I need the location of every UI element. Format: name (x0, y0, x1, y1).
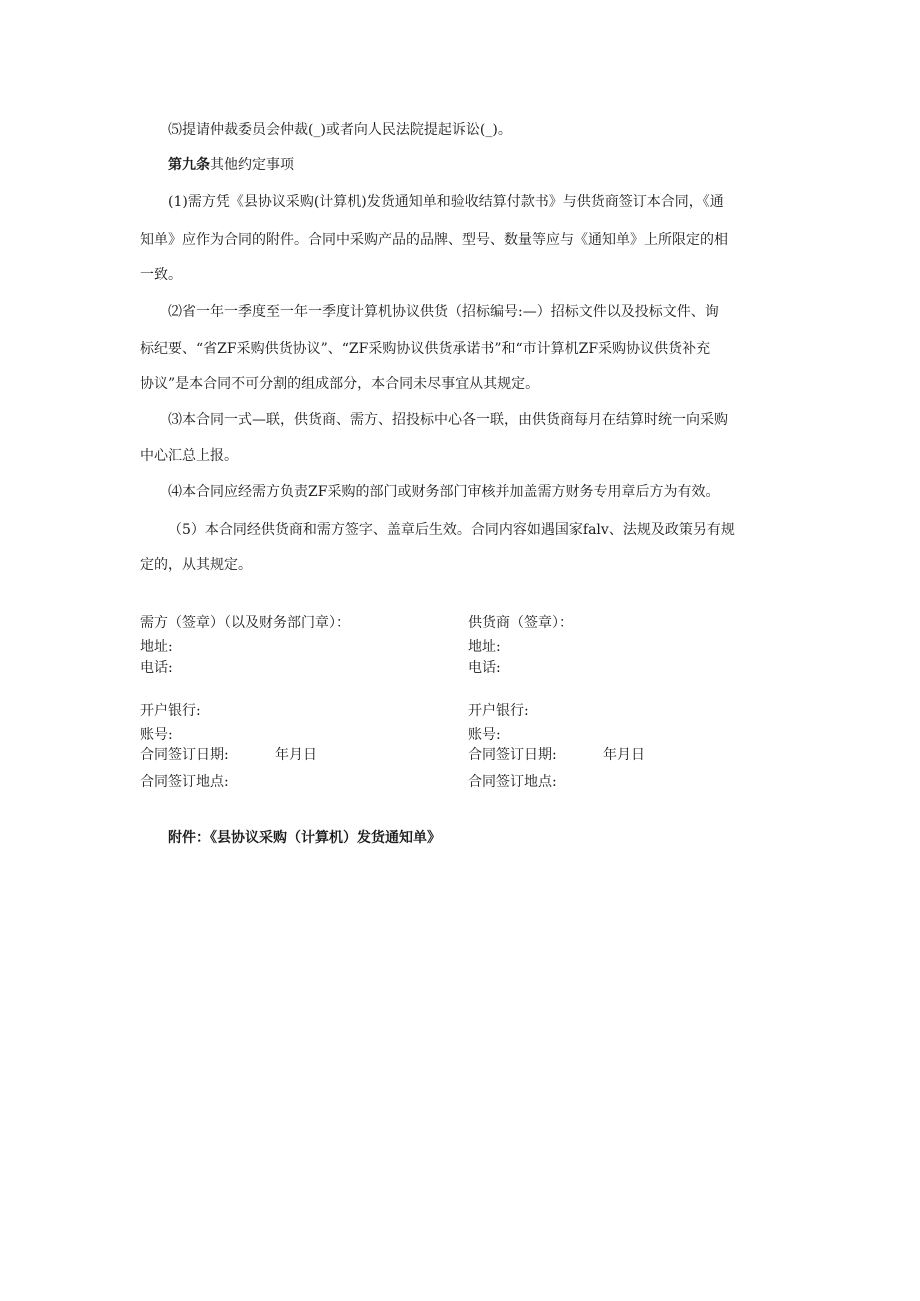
buyer-signature-title: 需方（签章）（以及财务部门章）： (140, 615, 350, 631)
attachment-note: 附件：《县协议采购（计算机）发货通知单》 (168, 830, 441, 846)
supplier-sign-date-value: 年月日 (603, 747, 645, 763)
article-9-number: 第九条 (168, 157, 210, 173)
supplier-address-label: 地址: (468, 639, 501, 655)
supplier-signature-title: 供货商（签章）： (468, 615, 573, 631)
article-9-p2-line3: 协议”是本合同不可分割的组成部分，本合同未尽事宜从其规定。 (140, 376, 540, 392)
article-9-p1-line3: 一致。 (140, 267, 182, 283)
article-9-p5-line2: 定的，从其规定。 (140, 557, 252, 573)
buyer-bank-label: 开户银行: (140, 703, 201, 719)
buyer-account-label: 账号: (140, 727, 173, 743)
article-9-p2-line2: 标纪要、“省ZF采购供货协议”、“ZF采购协议供货承诺书”和“市计算机ZF采购协议供货补充 (140, 341, 711, 357)
buyer-sign-date-label: 合同签订日期: (140, 747, 229, 763)
buyer-sign-place-label: 合同签订地点: (140, 774, 229, 790)
article-9-p2-line1: ⑵省一年一季度至一年一季度计算机协议供货（招标编号:—）招标文件以及投标文件、询 (168, 304, 719, 320)
buyer-phone-label: 电话: (140, 660, 173, 676)
article-9-p5-line1: （5）本合同经供货商和需方签字、盖章后生效。合同内容如遇国家falv、法规及政策另有规 (168, 522, 735, 538)
supplier-phone-label: 电话: (468, 660, 501, 676)
supplier-sign-date-label: 合同签订日期: (468, 747, 557, 763)
article-9-title: 其他约定事项 (210, 157, 294, 173)
article-9-heading (168, 155, 294, 175)
supplier-bank-label: 开户银行: (468, 703, 529, 719)
article-9-p1-line2: 知单》应作为合同的附件。合同中采购产品的品牌、型号、数量等应与《通知单》上所限定的相 (140, 232, 728, 248)
item-5-arbitration: ⑸提请仲裁委员会仲裁(_)或者向人民法院提起诉讼(_)。 (168, 122, 512, 138)
article-9-p4-line1: ⑷本合同应经需方负责ZF采购的部门或财务部门审核并加盖需方财务专用章后方为有效。 (168, 484, 720, 500)
supplier-sign-place-label: 合同签订地点: (468, 774, 557, 790)
article-9-p1-line1: (1)需方凭《县协议采购(计算机)发货通知单和验收结算付款书》与供货商签订本合同，《通 (168, 194, 724, 210)
supplier-account-label: 账号: (468, 727, 501, 743)
buyer-address-label: 地址: (140, 639, 173, 655)
buyer-sign-date-value: 年月日 (275, 747, 317, 763)
article-9-p3-line2: 中心汇总上报。 (140, 448, 238, 464)
article-9-p3-line1: ⑶本合同一式—联，供货商、需方、招投标中心各一联，由供货商每月在结算时统一向采购 (168, 412, 728, 428)
